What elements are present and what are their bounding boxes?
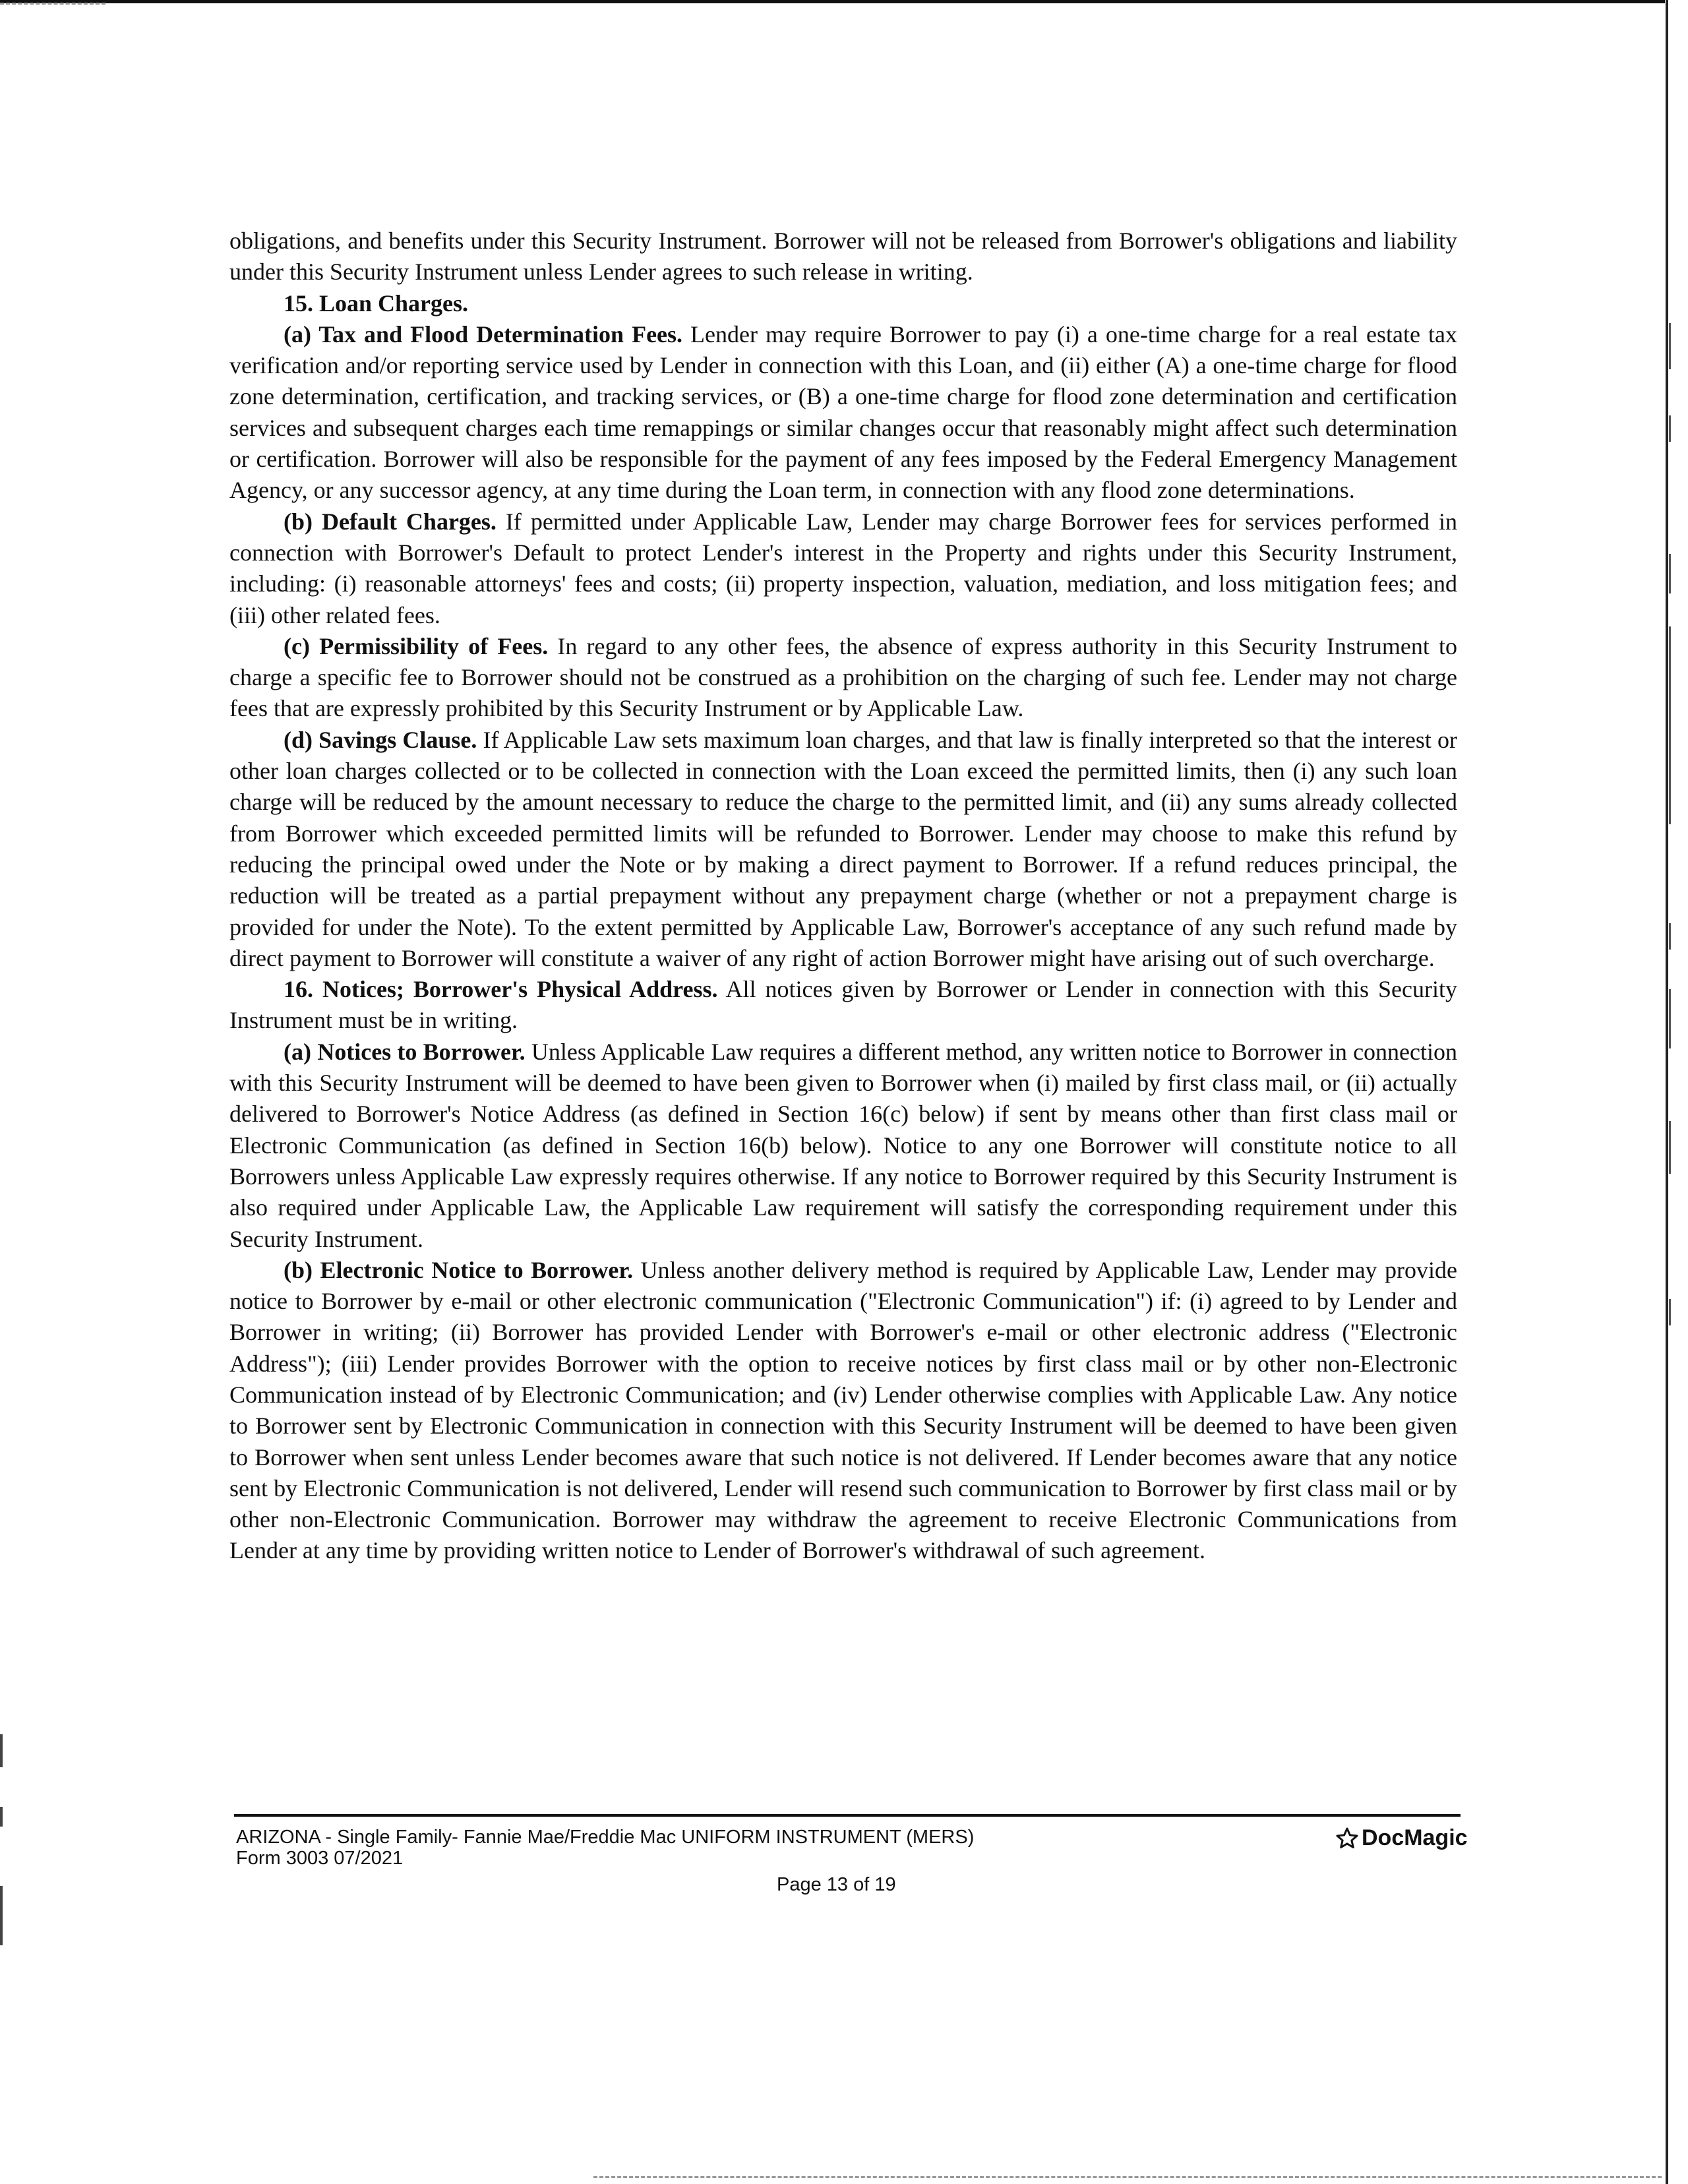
scan-artifact [1669, 923, 1671, 950]
scan-artifact [0, 1734, 3, 1767]
scan-artifact [1669, 626, 1671, 824]
scan-artifact [1669, 415, 1671, 442]
top-scan-dash [0, 3, 106, 5]
page-number: Page 13 of 19 [777, 1874, 896, 1895]
footer-form-info [236, 1827, 974, 1869]
brand-name: DocMagic [1362, 1825, 1468, 1850]
section-15b: (b) Default Charges. If permitted under Applicable Law, Lender may charge Borrower fees for services performed in connection with Borrower's Default to protect Lender's interest in the Property and rights under this Security Instrument, including: (i) reasonable attorneys' fees and costs; (ii) property inspection, valuation, mediation, and loss mitigation fees; and (iii) other related fees. [229, 508, 1457, 628]
section-15a: (a) Tax and Flood Determination Fees. Lender may require Borrower to pay (i) a one-time charge for a real estate tax verification and/or reporting service used by Lender in connection with this Loan, and (ii) either (A) a one-time charge for flood zone determination, certification, and tracking services, or (B) a one-time charge for flood zone determination and certification services and subsequent charges each time remappings or similar changes occur that reasonably might affect such determination or certification. Borrower will also be responsible for the payment of any fees imposed by the Federal Emergency Management Agency, or any successor agency, at any time during the Loan term, in connection with any flood zone determinations. [229, 320, 1457, 504]
section-16a: (a) Notices to Borrower. Unless Applicable Law requires a different method, any written notice to Borrower in connection with this Security Instrument will be deemed to have been given to Borrower when (i) mailed by first class mail, or (ii) actually delivered to Borrower's Notice Address (as defined in Section 16(c) below) if sent by means other than first class mail or Electronic Communication (as defined in Section 16(b) below). Notice to any one Borrower will constitute notice to all Borrowers unless Applicable Law expressly requires otherwise. If any notice to Borrower required by this Security Instrument is also required under Applicable Law, the Applicable Law requirement will satisfy the corresponding requirement under this Security Instrument. [229, 1038, 1458, 1252]
scan-artifact [0, 1807, 3, 1827]
scan-artifact [1669, 1299, 1671, 1325]
section-16: 16. Notices; Borrower's Physical Address. All notices given by Borrower or Lender in connection with this Security Instrument must be in writing. [229, 976, 1457, 1034]
form-title: ARIZONA - Single Family- Fannie Mae/Freddie Mac UNIFORM INSTRUMENT (MERS) [236, 1827, 975, 1848]
section-15c: (c) Permissibility of Fees. In regard to any other fees, the absence of express authority in this Security Instrument to charge a specific fee to Borrower should not be construed as a prohibition on the charging of such fee. Lender may not charge fees that are expressly prohibited by this Security Instrument or by Applicable Law. [229, 632, 1458, 722]
scan-artifact [1669, 323, 1671, 369]
form-number: Form 3003 07/2021 [236, 1848, 404, 1869]
top-scan-edge [0, 0, 1665, 3]
star-icon [1335, 1827, 1359, 1850]
right-scan-edge [1666, 0, 1668, 2184]
scan-artifact [1669, 554, 1671, 593]
scan-artifact [1669, 989, 1671, 1048]
section-15-heading: 15. Loan Charges. [284, 289, 469, 317]
section-15d: (d) Savings Clause. If Applicable Law sets maximum loan charges, and that law is finally interpreted so that the interest or other loan charges collected or to be collected in connection with the Loan exceed the permitted limits, then (i) any such loan charge will be reduced by the amount necessary to reduce the charge to the permitted limit, and (ii) any sums already collected from Borrower which exceeded permitted limits will be refunded to Borrower. Lender may choose to make this refund by reducing the principal owed under the Note or by making a direct payment to Borrower. If a refund reduces principal, the reduction will be treated as a partial prepayment without any prepayment charge (whether or not a prepayment charge is provided for under the Note). To the extent permitted by Applicable Law, Borrower's acceptance of any such refund made by direct payment to Borrower will constitute a waiver of any right of action Borrower might have arising out of such overcharge. [229, 726, 1457, 971]
paragraph-continuation: obligations, and benefits under this Security Instrument. Borrower will not be released from Borrower's obligations and liability under this Security Instrument unless Lender agrees to such release in writing. [229, 228, 1457, 286]
footer-divider [234, 1814, 1461, 1817]
scan-artifact [1669, 1121, 1671, 1174]
scan-artifact [0, 1886, 3, 1945]
section-16b: (b) Electronic Notice to Borrower. Unless another delivery method is required by Applicable Law, Lender may provide notice to Borrower by e-mail or other electronic communication ("Electronic Communication") if: (i) agreed to by Lender and Borrower in writing; (ii) Borrower has provided Lender with Borrower's e-mail or other electronic address ("Electronic Address"); (iii) Lender provides Borrower with the option to receive notices by first class mail or by other non-Electronic Communication instead of by Electronic Communication; and (iv) Lender otherwise complies with Applicable Law. Any notice to Borrower sent by Electronic Communication in connection with this Security Instrument will be deemed to have been given to Borrower when sent unless Lender becomes aware that such notice is not delivered. If Lender becomes aware that any notice sent by Electronic Communication is not delivered, Lender will resend such communication to Borrower by first class mail or by other non-Electronic Communication. Borrower may withdraw the agreement to receive Electronic Communications from Lender at any time by providing written notice to Lender of Borrower's withdrawal of such agreement. [229, 1256, 1457, 1564]
bottom-scan-dash [593, 2176, 1662, 2178]
docmagic-logo [1335, 1825, 1468, 1851]
document-body [229, 226, 1457, 1567]
